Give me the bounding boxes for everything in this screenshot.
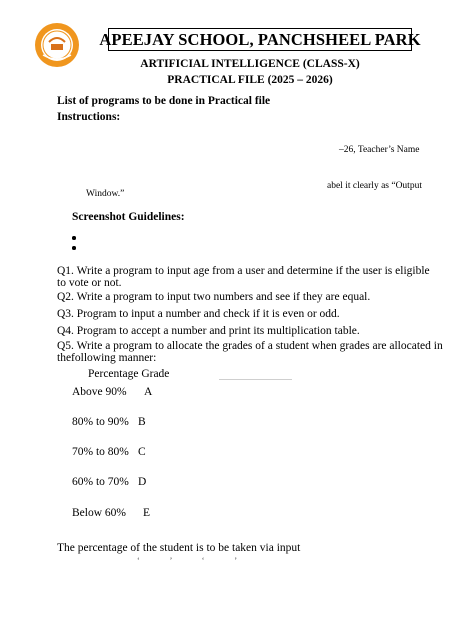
grade-row-range: 70% to 80%: [72, 446, 129, 458]
instructions-heading: Instructions:: [57, 111, 121, 123]
grade-row-grade: D: [138, 476, 147, 488]
footer-line: The percentage of the student is to be taken via input: [57, 542, 301, 554]
subject-title: ARTIFICIAL INTELLIGENCE (CLASS-X): [140, 58, 360, 70]
footer-quote-marks: ‘ ’ ‘ ’: [137, 556, 252, 565]
grade-row-grade: A: [144, 386, 153, 398]
grade-table-header: Percentage Grade: [88, 368, 170, 380]
label-line: abel it clearly as “Output: [327, 181, 422, 191]
grade-row-grade: E: [143, 507, 151, 519]
grade-row-grade: B: [138, 416, 146, 428]
question-4: Q4. Program to accept a number and print its multiplication table.: [57, 325, 360, 337]
school-name-box: [99, 28, 421, 51]
grade-row-range: 60% to 70%: [72, 476, 129, 488]
grade-row-range: 80% to 90%: [72, 416, 129, 428]
question-5-line1: Q5. Write a program to allocate the grades of a student when grades are allocated in: [57, 340, 443, 352]
teacher-line: –26, Teacher’s Name: [339, 145, 420, 155]
bullet-1: [72, 236, 76, 240]
window-line: Window.”: [86, 189, 125, 199]
grade-row-range: Above 90%: [72, 386, 127, 398]
list-heading: List of programs to be done in Practical file: [57, 95, 271, 107]
grade-row-grade: C: [138, 446, 146, 458]
question-2: Q2. Write a program to input two numbers and see if they are equal.: [57, 291, 371, 303]
bullet-2: [72, 246, 76, 250]
question-5-line2: thefollowing manner:: [57, 352, 157, 364]
faint-rule: [219, 379, 292, 380]
file-title: PRACTICAL FILE (2025 – 2026): [167, 74, 333, 86]
question-1-line1: Q1. Write a program to input age from a user and determine if the user is eligible: [57, 265, 430, 277]
school-name: APEEJAY SCHOOL, PANCHSHEEL PARK: [99, 29, 421, 49]
question-3: Q3. Program to input a number and check if it is even or odd.: [57, 308, 340, 320]
screenshot-heading: Screenshot Guidelines:: [72, 211, 185, 223]
question-1-line2: to vote or not.: [57, 277, 122, 289]
school-crest-icon: [34, 22, 80, 68]
grade-row-range: Below 60%: [72, 507, 126, 519]
